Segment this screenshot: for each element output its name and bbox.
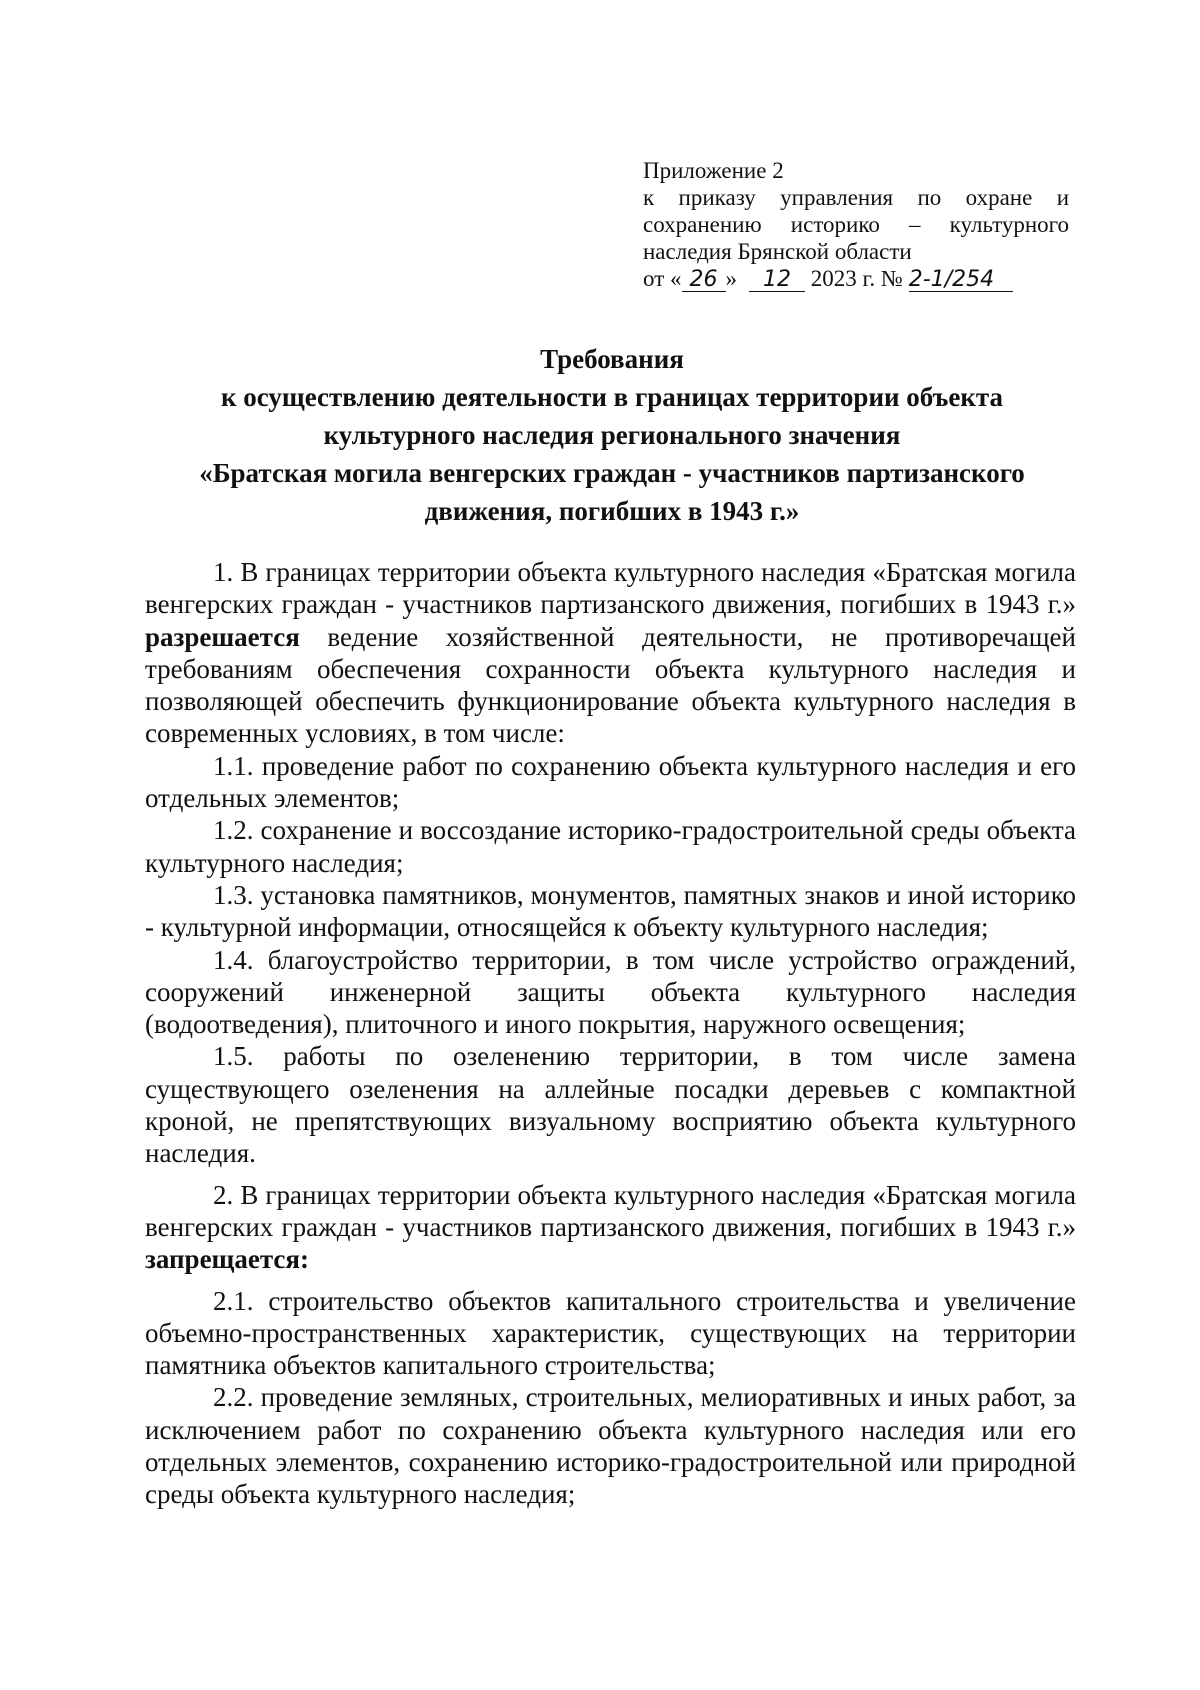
paragraph-2-text: 2. В границах территории объекта культурного наследия «Братская могила венгерских граждан - участников партизанского движения, погибших в 1943 г.» xyxy=(145,1179,1076,1242)
paragraph-1-1: 1.1. проведение работ по сохранению объекта культурного наследия и его отдельных элементов; xyxy=(145,750,1076,814)
appendix-title: Приложение 2 xyxy=(643,158,784,183)
paragraph-1-5: 1.5. работы по озеленению территории, в том числе замена существующего озеленения на аллейные посадки деревьев с компактной кроной, не препятствующих визуальному восприятию объекта культурного наследия. xyxy=(145,1041,1076,1169)
paragraph-1-3: 1.3. установка памятников, монументов, памятных знаков и иной историко - культурной информации, относящейся к объекту культурного наследия; xyxy=(145,879,1076,943)
paragraph-1-text: 1. В границах территории объекта культурного наследия «Братская могила венгерских граждан - участников партизанского движения, погибших в 1943 г.» xyxy=(145,557,1076,620)
paragraph-2-1: 2.1. строительство объектов капитального строительства и увеличение объемно-пространственных характеристик, существующих на территории памятника объектов капитального строительства; xyxy=(145,1285,1076,1381)
title-line-1: Требования xyxy=(540,344,684,374)
date-year: 2023 г. № xyxy=(810,266,903,291)
paragraph-1 xyxy=(145,556,1076,750)
appendix-date-line xyxy=(643,265,1069,292)
paragraph-2-2: 2.2. проведение земляных, строительных, мелиоративных и иных работ, за исключением работ по сохранению объекта культурного наследия или его отдельных элементов, сохранению историко-градостроительной или природной среды объекта культурного наследия; xyxy=(145,1382,1076,1510)
document-title xyxy=(150,340,1074,530)
title-line-5: движения, погибших в 1943 г.» xyxy=(424,496,800,526)
handwritten-month: 12 xyxy=(749,269,805,292)
title-line-3: культурного наследия регионального значения xyxy=(323,420,901,450)
paragraph-1-4: 1.4. благоустройство территории, в том числе устройство ограждений, сооружений инженерной защиты объекта культурного наследия (водоотведения), плиточного и иного покрытия, наружного освещения; xyxy=(145,944,1076,1040)
date-prefix: от « xyxy=(643,266,682,291)
paragraph-1-bold: разрешается xyxy=(145,621,300,652)
document-body xyxy=(145,556,1076,1511)
paragraph-1-2: 1.2. сохранение и воссоздание историко-градостроительной среды объекта культурного наследия; xyxy=(145,815,1076,878)
appendix-line-3: наследия Брянской области xyxy=(643,239,912,264)
appendix-line-2: сохранению историко – культурного xyxy=(643,212,1069,237)
title-line-4: «Братская могила венгерских граждан - участников партизанского xyxy=(199,458,1025,488)
paragraph-2-bold: запрещается: xyxy=(145,1244,310,1275)
title-line-2: к осуществлению деятельности в границах территории объекта xyxy=(220,382,1004,412)
paragraph-1-text-end: ведение хозяйственной деятельности, не противоречащей требованиям обеспечения сохранности объекта культурного наследия и позволяющей обеспечить функционирование объекта культурного наследия в современных условиях, в том числе: xyxy=(145,621,1076,749)
handwritten-order-number: 2-1/254 xyxy=(909,269,1013,292)
date-mid: » xyxy=(725,266,737,291)
appendix-header xyxy=(643,157,1069,292)
paragraph-2 xyxy=(145,1179,1076,1276)
handwritten-day: 26 xyxy=(682,269,726,292)
appendix-line-1: к приказу управления по охране и xyxy=(643,185,1069,210)
